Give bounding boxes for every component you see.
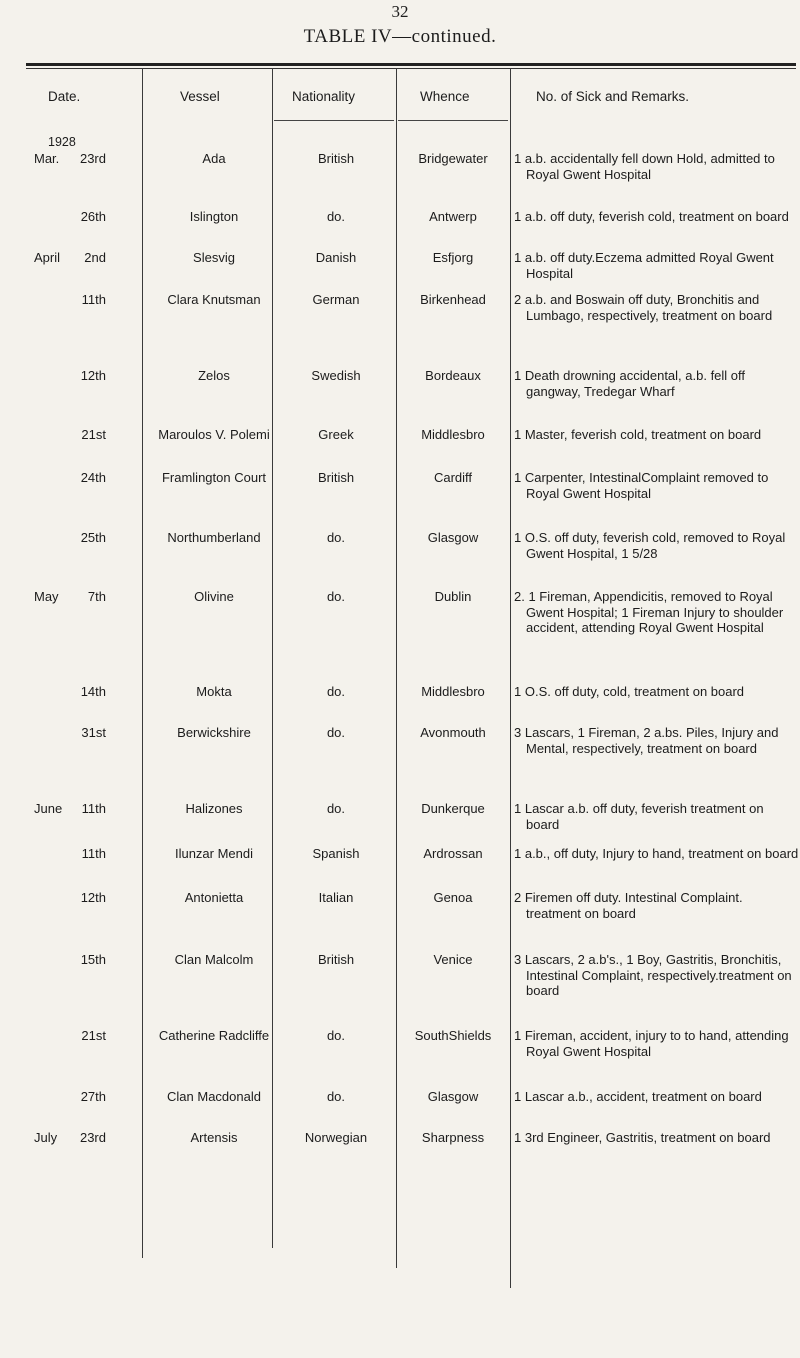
remarks: 3 Lascars, 1 Fireman, 2 a.bs. Piles, Injury and Mental, respectively, treatment on board (514, 725, 779, 756)
nationality: do. (326, 589, 346, 604)
date-day: 12th (80, 890, 106, 905)
whence: Birkenhead (420, 292, 486, 307)
vessel-name: Ilunzar Mendi (174, 846, 254, 861)
date-day: 14th (80, 684, 106, 699)
remarks: 1 a.b., off duty, Injury to hand, treatment on board (514, 846, 799, 861)
whence: Avonmouth (420, 725, 486, 740)
nationality: British (317, 470, 355, 485)
whence: Middlesbro (421, 427, 485, 442)
date-day: 2nd (84, 250, 106, 265)
vessel-name: Antonietta (184, 890, 244, 905)
vessel-name: Artensis (190, 1130, 238, 1145)
nationality: British (317, 151, 355, 166)
header-rule-thick (26, 63, 796, 66)
date-day: 11th (81, 292, 106, 307)
remarks: 1 3rd Engineer, Gastritis, treatment on board (514, 1130, 771, 1145)
header-vessel: Vessel (180, 89, 220, 104)
date-day: 15th (80, 952, 106, 967)
whence: Venice (433, 952, 473, 967)
page-number: 32 (391, 2, 409, 21)
whence: Genoa (433, 890, 473, 905)
column-divider (272, 68, 273, 1248)
vessel-name: Islington (189, 209, 239, 224)
header-nationality: Nationality (292, 89, 356, 104)
nationality: German (312, 292, 360, 307)
nationality: British (317, 952, 355, 967)
remarks: 1 a.b. accidentally fell down Hold, admitted to Royal Gwent Hospital (514, 151, 775, 182)
vessel-name: Zelos (198, 368, 230, 383)
column-divider (142, 68, 143, 1258)
whence: Dunkerque (421, 801, 485, 816)
nationality: Greek (318, 427, 354, 442)
year-label: 1928 (48, 135, 76, 149)
vessel-name: Mokta (196, 684, 232, 699)
remarks: 1 O.S. off duty, feverish cold, removed to Royal Gwent Hospital, 1 5/28 (514, 530, 786, 561)
nationality: do. (326, 1089, 346, 1104)
vessel-name: Slesvig (193, 250, 235, 265)
header-remarks: No. of Sick and Remarks. (536, 89, 690, 104)
whence: Cardiff (433, 470, 473, 485)
whence: Glasgow (427, 1089, 479, 1104)
nationality: Spanish (312, 846, 360, 861)
remarks: 3 Lascars, 2 a.b's., 1 Boy, Gastritis, Bronchitis, Intestinal Complaint, respectively.treatment on board (514, 952, 792, 998)
nationality: do. (326, 530, 346, 545)
date-day: 23rd (79, 1130, 106, 1145)
remarks: 2. 1 Fireman, Appendicitis, removed to Royal Gwent Hospital; 1 Fireman Injury to shoulder accident, attending Royal Gwent Hospital (514, 589, 784, 635)
whence: Bridgewater (418, 151, 488, 166)
remarks: 1 Master, feverish cold, treatment on board (514, 427, 762, 442)
header-underline (274, 120, 394, 121)
remarks: 1 a.b. off duty.Eczema admitted Royal Gwent Hospital (514, 250, 774, 281)
whence: Glasgow (427, 530, 479, 545)
whence: Dublin (434, 589, 472, 604)
vessel-name: Berwickshire (177, 725, 251, 740)
remarks: 2 Firemen off duty. Intestinal Complaint. treatment on board (514, 890, 743, 921)
date-month: April (34, 250, 61, 265)
nationality: do. (326, 684, 346, 699)
nationality: do. (326, 801, 346, 816)
whence: Sharpness (421, 1130, 485, 1145)
date-day: 11th (81, 846, 106, 861)
vessel-name: Clan Malcolm (174, 952, 254, 967)
date-day: 21st (81, 1028, 106, 1043)
date-day: 11th (81, 801, 106, 816)
column-divider (510, 68, 511, 1288)
nationality: Danish (315, 250, 357, 265)
vessel-name: Clan Macdonald (167, 1089, 261, 1104)
header-date: Date. (48, 89, 81, 104)
date-day: 25th (80, 530, 106, 545)
date-month: June (34, 801, 63, 816)
whence: Esfjorg (432, 250, 474, 265)
remarks: 1 O.S. off duty, cold, treatment on board (514, 684, 745, 699)
nationality: do. (326, 209, 346, 224)
date-month: May (34, 589, 59, 604)
vessel-name: Northumberland (167, 530, 261, 545)
nationality: Norwegian (304, 1130, 368, 1145)
header-underline (398, 120, 508, 121)
whence: SouthShields (414, 1028, 492, 1043)
date-day: 21st (81, 427, 106, 442)
nationality: Italian (318, 890, 354, 905)
nationality: Swedish (311, 368, 361, 383)
date-month: Mar. (34, 151, 60, 166)
remarks: 1 Lascar a.b. off duty, feverish treatment on board (514, 801, 764, 832)
whence: Ardrossan (423, 846, 483, 861)
remarks: 1 Death drowning accidental, a.b. fell off gangway, Tredegar Wharf (514, 368, 746, 399)
date-day: 24th (80, 470, 106, 485)
vessel-name: Maroulos V. Polemi (158, 427, 270, 442)
header-whence: Whence (420, 89, 470, 104)
nationality: do. (326, 725, 346, 740)
vessel-name: Catherine Radcliffe (158, 1028, 270, 1043)
column-divider (396, 68, 397, 1268)
vessel-name: Clara Knutsman (167, 292, 261, 307)
whence: Middlesbro (421, 684, 485, 699)
remarks: 2 a.b. and Boswain off duty, Bronchitis and Lumbago, respectively, treatment on board (514, 292, 773, 323)
date-day: 23rd (79, 151, 106, 166)
vessel-name: Ada (202, 151, 226, 166)
remarks: 1 Lascar a.b., accident, treatment on board (514, 1089, 762, 1104)
whence: Bordeaux (425, 368, 481, 383)
vessel-name: Framlington Court (161, 470, 267, 485)
date-day: 7th (87, 589, 106, 604)
vessel-name: Halizones (185, 801, 243, 816)
whence: Antwerp (429, 209, 477, 224)
date-day: 27th (80, 1089, 106, 1104)
vessel-name: Olivine (194, 589, 234, 604)
date-day: 12th (80, 368, 106, 383)
remarks: 1 a.b. off duty, feverish cold, treatment on board (514, 209, 789, 224)
remarks: 1 Fireman, accident, injury to to hand, attending Royal Gwent Hospital (514, 1028, 789, 1059)
date-day: 31st (81, 725, 106, 740)
nationality: do. (326, 1028, 346, 1043)
date-day: 26th (80, 209, 106, 224)
date-month: July (34, 1130, 58, 1145)
table-title: TABLE IV—continued. (303, 26, 497, 47)
remarks: 1 Carpenter, IntestinalComplaint removed to Royal Gwent Hospital (514, 470, 769, 501)
